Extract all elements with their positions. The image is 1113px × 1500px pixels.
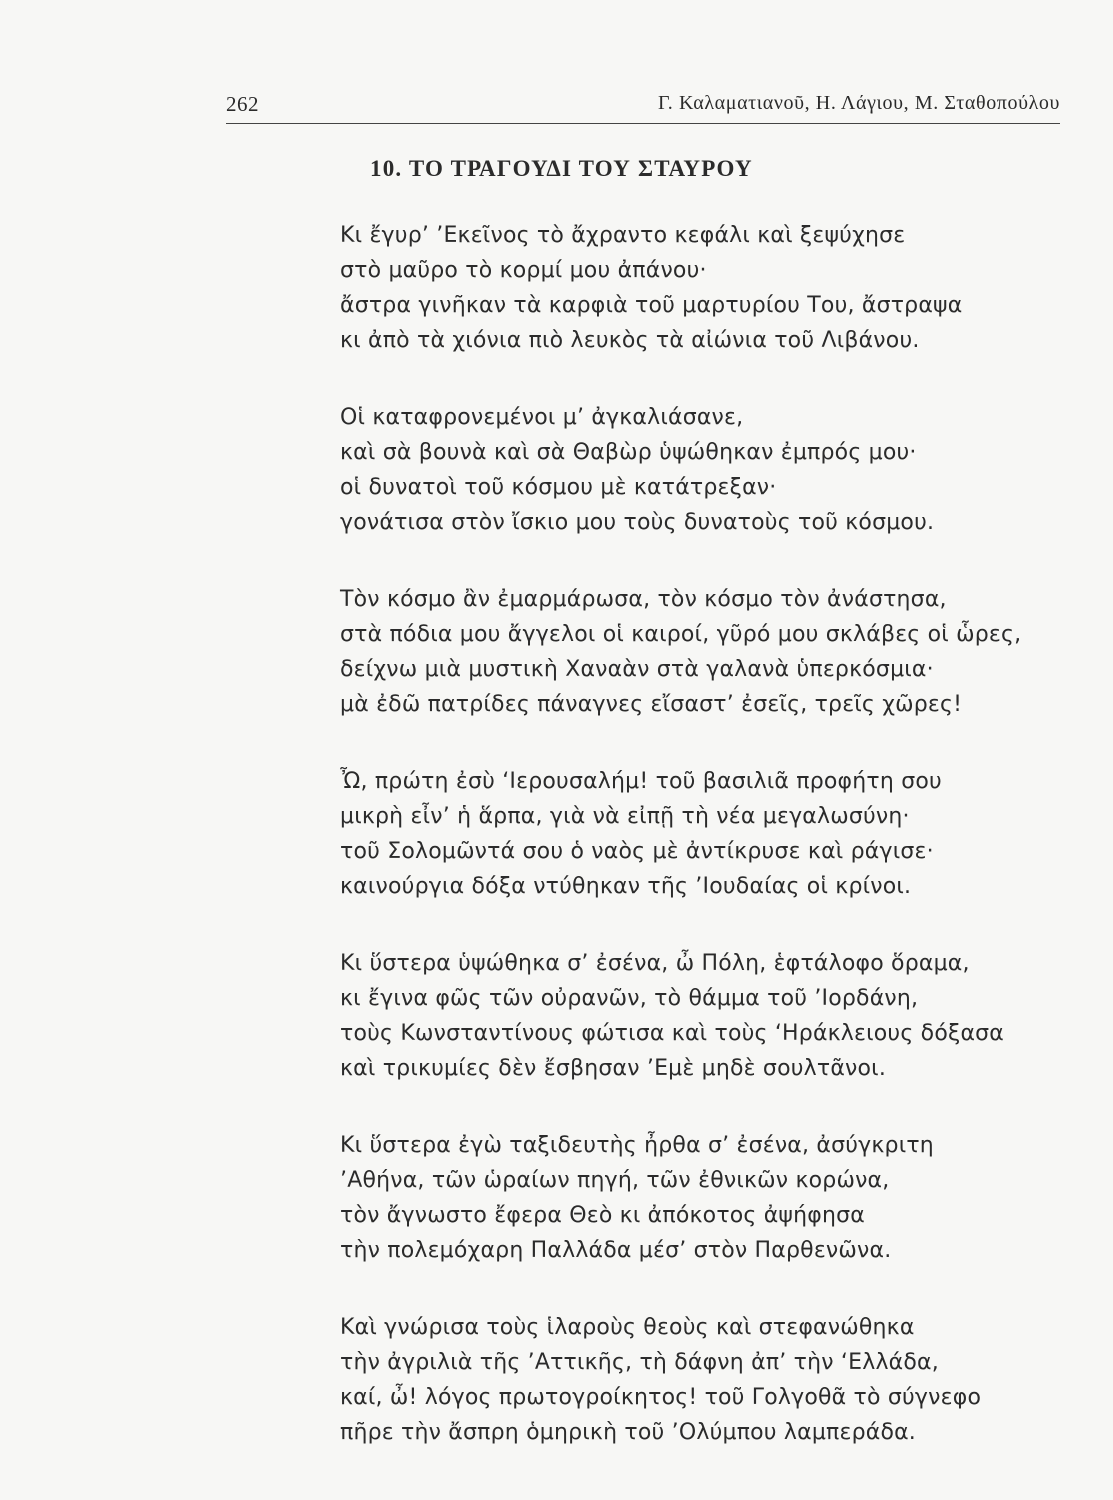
stanza	[340, 1128, 1080, 1268]
poem-line: καὶ σὰ βουνὰ καὶ σὰ Θαβὼρ ὑψώθηκαν ἐμπρός μου·	[340, 440, 917, 465]
poem-line: δείχνω μιὰ μυστικὴ Χαναὰν στὰ γαλανὰ ὑπερκόσμια·	[340, 657, 934, 682]
poem-line: Ὦ, πρώτη ἐσὺ ‘Ιερουσαλήμ! τοῦ βασιλιᾶ προφήτη σου	[340, 769, 942, 794]
poem-line: καὶ τρικυμίες δὲν ἔσβησαν ’Εμὲ μηδὲ σουλτᾶνοι.	[340, 1056, 887, 1081]
poem-line: τὴν πολεμόχαρη Παλλάδα μέσ’ στὸν Παρθενῶνα.	[340, 1238, 892, 1263]
page-number: 262	[226, 92, 259, 116]
poem-line: Τὸν κόσμο ἂν ἐμαρμάρωσα, τὸν κόσμο τὸν ἀνάστησα,	[340, 587, 947, 612]
poem-line: πῆρε τὴν ἄσπρη ὁμηρικὴ τοῦ ’Ολύμπου λαμπεράδα.	[340, 1420, 917, 1445]
running-head: Γ. Καλαματιανοῦ, Η. Λάγιου, Μ. Σταθοπούλου	[658, 92, 1060, 114]
stanza	[340, 764, 1080, 904]
poem-line: μὰ ἐδῶ πατρίδες πάναγνες εἴσαστ’ ἐσεῖς, τρεῖς χῶρες!	[340, 692, 963, 717]
stanza	[340, 946, 1080, 1086]
stanza	[340, 582, 1080, 722]
stanza	[340, 218, 1080, 358]
poem-line: Κι ὕστερα ἐγὼ ταξιδευτὴς ἦρθα σ’ ἐσένα, ἀσύγκριτη	[340, 1133, 934, 1158]
poem-line: γονάτισα στὸν ἴσκιο μου τοὺς δυνατοὺς τοῦ κόσμου.	[340, 510, 935, 535]
poem-line: μικρὴ εἶν’ ἡ ἅρπα, γιὰ νὰ εἰπῇ τὴ νέα μεγαλωσύνη·	[340, 804, 910, 829]
poem-line: κι ἔγινα φῶς τῶν οὐρανῶν, τὸ θάμμα τοῦ ’Ιορδάνη,	[340, 986, 919, 1011]
poem-line: τοὺς Κωνσταντίνους φώτισα καὶ τοὺς ‘Ηράκλειους δόξασα	[340, 1021, 1004, 1046]
poem-line: καί, ὦ! λόγος πρωτογροίκητος! τοῦ Γολγοθᾶ τὸ σύγνεφο	[340, 1385, 982, 1410]
poem-line: ’Αθήνα, τῶν ὡραίων πηγή, τῶν ἐθνικῶν κορώνα,	[340, 1168, 890, 1193]
page-header	[226, 92, 1060, 124]
poem-line: κι ἀπὸ τὰ χιόνια πιὸ λευκὸς τὰ αἰώνια τοῦ Λιβάνου.	[340, 328, 920, 353]
poem-line: Καὶ γνώρισα τοὺς ἱλαροὺς θεοὺς καὶ στεφανώθηκα	[340, 1315, 915, 1340]
poem-line: στὰ πόδια μου ἄγγελοι οἱ καιροί, γῦρό μου σκλάβες οἱ ὧρες,	[340, 622, 1022, 647]
stanza	[340, 1310, 1080, 1450]
poem-line: καινούργια δόξα ντύθηκαν τῆς ’Ιουδαίας οἱ κρίνοι.	[340, 874, 912, 899]
poem-line: Οἱ καταφρονεμένοι μ’ ἀγκαλιάσανε,	[340, 405, 744, 430]
poem-line: στὸ μαῦρο τὸ κορμί μου ἀπάνου·	[340, 258, 707, 283]
poem-line: Κι ἔγυρ’ ’Εκεῖνος τὸ ἄχραντο κεφάλι καὶ ξεψύχησε	[340, 223, 906, 248]
poem-line: ἄστρα γινῆκαν τὰ καρφιὰ τοῦ μαρτυρίου Του, ἄστραψα	[340, 293, 963, 318]
poem-title: 10. ΤΟ ΤΡΑΓΟΥΔΙ ΤΟΥ ΣΤΑΥΡΟΥ	[370, 156, 753, 181]
poem-body	[340, 218, 1080, 1492]
poem-line: τὸν ἄγνωστο ἔφερα Θεὸ κι ἀπόκοτος ἀψήφησα	[340, 1203, 865, 1228]
stanza	[340, 400, 1080, 540]
poem-line: τὴν ἀγριλιὰ τῆς ’Αττικῆς, τὴ δάφνη ἀπ’ τὴν ‘Ελλάδα,	[340, 1350, 939, 1375]
poem-line: Κι ὕστερα ὑψώθηκα σ’ ἐσένα, ὦ Πόλη, ἑφτάλοφο ὅραμα,	[340, 951, 970, 976]
header-rule	[226, 123, 1060, 124]
poem-line: τοῦ Σολομῶντά σου ὁ ναὸς μὲ ἀντίκρυσε καὶ ράγισε·	[340, 839, 934, 864]
poem-line: οἱ δυνατοὶ τοῦ κόσμου μὲ κατάτρεξαν·	[340, 475, 777, 500]
